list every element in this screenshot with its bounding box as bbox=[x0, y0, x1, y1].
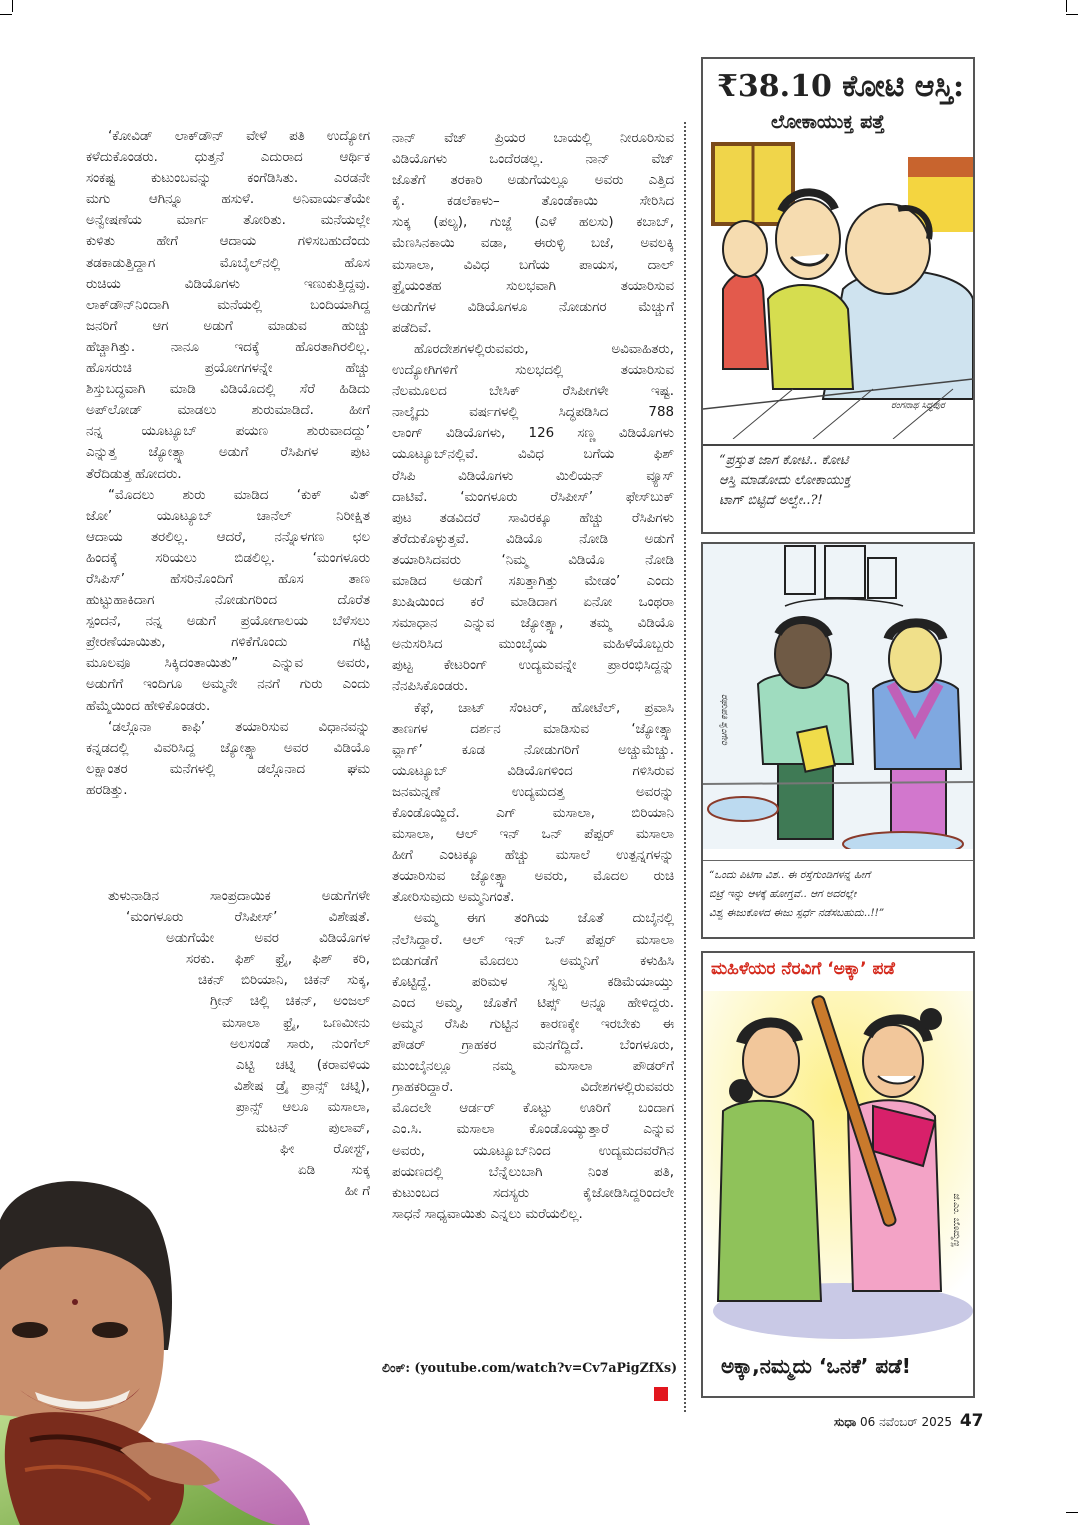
article-line: ರೆಸಿಪಿ ವಿಡಿಯೊಗಳು ಮಿಲಿಯನ್ ವ್ಯೂಸ್ bbox=[392, 468, 674, 484]
article-line: ಮೆಣಸಿನಕಾಯಿ ವಡಾ, ಈರುಳ್ಳಿ ಬಜೆ, ಅವಲಕ್ಕಿ bbox=[392, 236, 674, 252]
article-line: ಮುಂಬೈನಲ್ಲೂ ನಮ್ಮ ಮಸಾಲಾ ಪೌಡರ್‌ಗೆ bbox=[392, 1059, 674, 1075]
crop-mark bbox=[1066, 14, 1078, 15]
article-line: ಪಡೆದಿವೆ. bbox=[392, 320, 432, 336]
article-line: ಹೀಗೆ ಎಂಟಕ್ಕೂ ಹೆಚ್ಚು ಮಸಾಲೆ ಉತ್ಪನ್ನಗಳನ್ನು bbox=[392, 848, 674, 864]
article-line: ರುಚಿಯ ವಿಡಿಯೊಗಳು ಇಣುಕುತ್ತಿದ್ದವು. bbox=[86, 276, 370, 292]
article-line-wrap: ಏಡಿ ಸುಕ್ಕ bbox=[298, 1163, 370, 1179]
article-line: ವಿಡಿಯೊಗಳು ಒಂದೆರಡಲ್ಲ. ನಾನ್ ವೆಜ್ bbox=[392, 152, 674, 168]
article-line: ಕೈ. ಕಡಲೆಕಾಳು– ತೊಂಡೆಕಾಯಿ ಸೇರಿಸಿದ bbox=[392, 194, 674, 210]
article-line: ಸುಕ್ಕ (ಪಲ್ಯ), ಗುಜ್ಜೆ (ಎಳೆ ಹಲಸು) ಕಬಾಬ್, bbox=[392, 215, 674, 231]
article-line-wrap: ‘ಮಂಗಳೂರು ರೆಸಿಪೀಸ್’ ವಿಶೇಷತೆ. bbox=[126, 910, 370, 926]
cartoon-1-subheadline: ಲೋಕಾಯುಕ್ತ ಪತ್ತೆ bbox=[771, 111, 885, 133]
article-line: ಜನಮನ್ನಣೆ ಉದ್ಯಮದತ್ತ ಅವರನ್ನು bbox=[392, 784, 674, 800]
article-line: ನನ್ನ ಯೂಟ್ಯೂಬ್ ಪಯಣ ಶುರುವಾದದ್ದು’ bbox=[86, 424, 370, 440]
article-line: ತಯಾರಿಸುವ ಜ್ಯೋತ್ಸ್ನಾ ಅವರು, ಮೊದಲ ರುಚಿ bbox=[392, 869, 674, 885]
article-line-wrap: ತುಳುನಾಡಿನ ಸಾಂಪ್ರದಾಯಿಕ ಅಡುಗೆಗಳೇ bbox=[108, 889, 370, 904]
article-line: ಕೊಂಡೊಯ್ದಿದೆ. ಎಗ್ ಮಸಾಲಾ, ಬಿರಿಯಾನಿ bbox=[392, 806, 674, 821]
article-line: ಬಿಡುಗಡೆಗೆ ಮೊದಲು ಅಮ್ಮನಿಗೆ ಕಳುಹಿಸಿ bbox=[392, 953, 674, 969]
article-line: ಹೆಮ್ಮೆಯಿಂದ ಹೇಳಿಕೊಂಡರು. bbox=[86, 698, 211, 714]
page-number: 47 bbox=[959, 1411, 984, 1431]
article-line: ಲಾಕ್‌ಡೌನ್‌ನಿಂದಾಗಿ ಮನೆಯಲ್ಲಿ ಬಂದಿಯಾಗಿದ್ದ bbox=[86, 297, 370, 313]
article-line: ಗ್ರಾಹಕರಿದ್ದಾರೆ. ವಿದೇಶಗಳಲ್ಲಿರುವವರು bbox=[392, 1080, 674, 1096]
article-line: ಹೊರದೇಶಗಳಲ್ಲಿರುವವರು, ಅವಿವಾಹಿತರು, bbox=[414, 341, 674, 357]
article-line: ಎಂದ ಅಮ್ಮ, ಜೊತೆಗೆ ಟಿಪ್ಸ್ ಅನ್ನೂ ಹೇಳಿದ್ದರು. bbox=[392, 995, 674, 1011]
magazine-name: ಸುಧಾ bbox=[834, 1415, 857, 1429]
article-line: ಕೆಫೆ, ಚಾಟ್ ಸೆಂಟರ್, ಹೋಟೆಲ್, ಪ್ರವಾಸಿ bbox=[414, 700, 674, 716]
link-url[interactable]: (youtube.com/watch?v=Cv7aPigZfXs) bbox=[414, 1360, 678, 1375]
article-line: ಅನ್ವೇಷಣೆಯ ಮಾರ್ಗ ತೋರಿತು. ಮನೆಯಲ್ಲೇ bbox=[86, 213, 370, 229]
article-line: ನಾಲ್ಕೈದು ವರ್ಷಗಳಲ್ಲಿ ಸಿದ್ಧಪಡಿಸಿದ 788 bbox=[392, 405, 674, 421]
article-line: ಮಸಾಲಾ, ಆಲ್ ಇನ್ ಒನ್ ಪೆಪ್ಪರ್ ಮಸಾಲಾ bbox=[392, 827, 674, 843]
article-line: ಶಿಸ್ತುಬದ್ಧವಾಗಿ ಮಾಡಿ ವಿಡಿಯೊದಲ್ಲಿ ಸೆರೆ ಹಿಡಿದು bbox=[86, 382, 370, 398]
article-line: ಲಕ್ಷಾಂತರ ಮನೆಗಳಲ್ಲಿ ಡಲ್ಗೊನಾದ ಘಮ bbox=[86, 761, 370, 777]
article-line: ನಾನ್ ವೆಜ್ ಪ್ರಿಯರ ಬಾಯಲ್ಲಿ ನೀರೂರಿಸುವ bbox=[392, 131, 674, 146]
article-line: ಪಯಣದಲ್ಲಿ ಬೆನ್ನೆಲುಬಾಗಿ ನಿಂತ ಪತಿ, bbox=[392, 1164, 674, 1180]
article-line: ಕುಳಿತು ಹೇಗೆ ಆದಾಯ ಗಳಿಸಬಹುದೆಂದು bbox=[86, 234, 370, 250]
article-line: ತಾಣಗಳ ದರ್ಶನ ಮಾಡಿಸುವ ‘ಜ್ಯೋತ್ಸ್ನಾ bbox=[392, 721, 674, 737]
cartoon-2-caption-line: “ಒಂದು ಪಿಟಿಗಾ ವಿಶ.. ಈ ರಸ್ತೆಗುಂಡಿಗಳನ್ನ ಹೀಗೆ bbox=[709, 869, 871, 881]
article-line: ‘ಕೋವಿಡ್ ಲಾಕ್‌ಡೌನ್ ವೇಳೆ ಪತಿ ಉದ್ಯೋಗ bbox=[108, 129, 370, 144]
article-line-wrap: ವಿಶೇಷ ಡ್ರೈ ಪ್ರಾನ್ಸ್ ಚಟ್ನಿ), bbox=[234, 1078, 370, 1094]
article-line: ಅಮ್ಮ ಈಗ ತಂಗಿಯ ಜೊತೆ ದುಬೈನಲ್ಲಿ bbox=[414, 911, 674, 927]
crop-mark bbox=[12, 0, 13, 12]
article-line: ನೆಲೆಸಿದ್ದಾರೆ. ಆಲ್ ಇನ್ ಒನ್ ಪೆಪ್ಪರ್ ಮಸಾಲಾ bbox=[392, 932, 674, 948]
cartoon-1-caption-line: ಟಾಗ್ ಬಿಟ್ಟಿದೆ ಅಲ್ವೇ..?! bbox=[719, 493, 823, 508]
cartoon-1-drawing bbox=[703, 139, 973, 439]
crop-mark bbox=[0, 14, 12, 15]
article-line: ಹರಡಿತ್ತು. bbox=[86, 782, 128, 798]
article-line: ಯೂಟ್ಯೂಬ್‌ನಲ್ಲಿವೆ. ವಿವಿಧ ಬಗೆಯ ಫಿಶ್ bbox=[392, 447, 674, 463]
article-line: ನೆಲಮೂಲದ ಬೇಸಿಕ್ ರೆಸಿಪೀಗಳೇ ಇಷ್ಟ. bbox=[392, 384, 674, 400]
crop-mark bbox=[1066, 1512, 1078, 1513]
article-line-wrap: ಘೀ ರೋಸ್ಟ್, bbox=[280, 1142, 370, 1158]
cartoon-1-signature: ರಂಗನಾಥ ಸಿದ್ಧಪುರ bbox=[891, 401, 945, 411]
article-line: ಸಾಧನೆ ಸಾಧ್ಯವಾಯಿತು ಎನ್ನಲು ಮರೆಯಲಿಲ್ಲ. bbox=[392, 1206, 583, 1222]
cartoon-1-headline: ₹38.10 ಕೋಟಿ ಆಸ್ತಿ: bbox=[717, 69, 965, 104]
youtube-link[interactable] bbox=[382, 1360, 677, 1376]
column-divider bbox=[684, 122, 686, 1412]
article-line: ಪುಟ ತಡವಿದರೆ ಸಾವಿರಕ್ಕೂ ಹೆಚ್ಚು ರೆಸಿಪಿಗಳು bbox=[392, 510, 674, 526]
article-line-wrap: ಗ್ರೀನ್ ಚಿಲ್ಲಿ ಚಿಕನ್, ಅಂಜಲ್ bbox=[210, 994, 370, 1010]
article-line: ಲಾಂಗ್ ವಿಡಿಯೊಗಳು, 126 ಸಣ್ಣ ವಿಡಿಯೊಗಳು bbox=[392, 426, 674, 442]
cartoon-3-caption: ಅಕ್ಕಾ,ನಮ್ಮದು ‘ಒನಕೆ’ ಪಡೆ! bbox=[721, 1354, 911, 1378]
cartoon-panel-1 bbox=[701, 57, 975, 534]
article-line: ತಡಕಾಡುತ್ತಿದ್ದಾಗ ಮೊಬೈಲ್‌ನಲ್ಲಿ ಹೊಸ bbox=[86, 255, 370, 271]
cartoon-1-caption-line: “ಪ್ರಸ್ತುತ ಜಾಗ ಕೋಟಿ.. ಕೋಟಿ bbox=[719, 453, 849, 468]
cartoon-1-caption bbox=[719, 451, 851, 511]
article-line: ಹೆಚ್ಚಾಗಿತ್ತು. ನಾನೂ ಇದಕ್ಕೆ ಹೊರತಾಗಿರಲಿಲ್ಲ. bbox=[86, 339, 370, 355]
cartoon-2-caption-line: ಬಿಟ್ರೆ ಇನ್ನು ಆಳಕ್ಕೆ ಹೋಗ್ತವೆ.. ಆಗ ಅದರಲ್ಲೇ bbox=[709, 888, 857, 900]
article-line: ಸಂಕಷ್ಟ ಕುಟುಂಬವನ್ನು ಕಂಗೆಡಿಸಿತು. ಎರಡನೇ bbox=[86, 171, 370, 187]
article-line: ಮಗು ಆಗಿನ್ನೂ ಹಸುಳೆ. ಅನಿವಾರ್ಯತೆಯೇ bbox=[86, 192, 370, 208]
article-line: ಪ್ರೇರಣೆಯಾಯಿತು, ಗಳಿಕೆಗೊಂದು ಗಟ್ಟಿ bbox=[86, 635, 370, 651]
article-line-wrap: ಅಲಸಂಡೆ ಸಾರು, ನುಂಗೆಲ್ bbox=[230, 1036, 370, 1052]
cartoon-2-caption-line: ವಿಶ್ವ ಈಜುಕೊಳದ ಈಜು ಸ್ಪರ್ಧೆ ನಡೆಸಬಹುದು..!!” bbox=[709, 907, 885, 919]
article-line: ಜೋ’ ಯೂಟ್ಯೂಬ್ ಚಾನೆಲ್ ನಿರೀಕ್ಷಿತ bbox=[86, 508, 370, 524]
cartoon-panel-3 bbox=[701, 951, 975, 1347]
article-line: ಕೊಟ್ಟಿದ್ದೆ. ಪರಿಮಳ ಸ್ವಲ್ಪ ಕಡಿಮೆಯಾಯ್ತು bbox=[392, 974, 674, 990]
article-line: ಎನ್ನುತ್ತ ಜ್ಯೋತ್ಸ್ನಾ ಅಡುಗೆ ರೆಸಿಪಿಗಳ ಪುಟ bbox=[86, 445, 370, 461]
article-line: ಹುಟ್ಟುಹಾಕಿದಾಗ ನೋಡುಗರಿಂದ ದೊರೆತ bbox=[86, 593, 370, 609]
article-line-wrap: ಚಿಕನ್ ಬಿರಿಯಾನಿ, ಚಿಕನ್ ಸುಕ್ಕ, bbox=[198, 973, 370, 989]
article-line: ಮೂಲವೂ ಸಿಕ್ಕಿದಂತಾಯಿತು” ಎನ್ನುವ ಅವರು, bbox=[86, 656, 370, 672]
article-line-wrap: ಪ್ರಾನ್ಸ್ ಆಲೂ ಮಸಾಲಾ, bbox=[236, 1099, 370, 1115]
end-mark bbox=[654, 1387, 668, 1401]
article-line: ಅಪ್‌ಲೋಡ್ ಮಾಡಲು ಶುರುಮಾಡಿದೆ. ಹೀಗೆ bbox=[86, 403, 370, 419]
article-line-wrap: ಸರಕು. ಫಿಶ್ ಫ್ರೈ, ಫಿಶ್ ಕರಿ, bbox=[186, 952, 370, 968]
cartoon-3-header: ಮಹಿಳೆಯರ ನೆರವಿಗೆ ‘ಅಕ್ಕಾ’ ಪಡೆ bbox=[711, 959, 895, 979]
article-line: ಅವರು, ಯೂಟ್ಯೂಬ್‌ನಿಂದ ಉದ್ಯಮದವರೆಗಿನ bbox=[392, 1143, 674, 1159]
article-line: ‘ಡಲ್ಗೊನಾ ಕಾಫಿ’ ತಯಾರಿಸುವ ವಿಧಾನವನ್ನು bbox=[108, 719, 370, 735]
article-line: ಮಸಾಲಾ, ವಿವಿಧ ಬಗೆಯ ಪಾಯಸ, ದಾಲ್ bbox=[392, 257, 674, 273]
article-line: ಪುಟ್ಟ ಕೇಟರಿಂಗ್ ಉದ್ಯಮವನ್ನೇ ಪ್ರಾರಂಭಿಸಿದ್ದನ್ನು bbox=[392, 658, 674, 674]
article-line: ಸ್ಪಂದನೆ, ನನ್ನ ಅಡುಗೆ ಪ್ರಯೋಗಾಲಯ ಬೆಳೆಸಲು bbox=[86, 614, 370, 630]
issue-date: 06 ನವೆಂಬರ್ 2025 bbox=[860, 1415, 952, 1429]
article-line: ಕನ್ನಡದಲ್ಲಿ ವಿವರಿಸಿದ್ದ ಜ್ಯೋತ್ಸ್ನಾ ಅವರ ವಿಡಿಯೊ bbox=[86, 740, 370, 756]
article-line-wrap: ಹೀ ಗೆ bbox=[344, 1184, 370, 1200]
article-line-wrap: ಮಸಾಲಾ ಫ್ರೈ, ಒಣಮೀನು bbox=[222, 1015, 370, 1031]
article-column-left-wrap bbox=[86, 886, 370, 1202]
article-line: ಆದಾಯ ತರಲಿಲ್ಲ. ಆದರೆ, ನನ್ನೊಳಗಣ ಛಲ bbox=[86, 529, 370, 545]
article-line: ಸಮಾಧಾನ ಎನ್ನುವ ಜ್ಯೋತ್ಸ್ನಾ, ತಮ್ಮ ವಿಡಿಯೊ bbox=[392, 616, 674, 632]
article-column-left bbox=[86, 126, 370, 801]
article-line: ಜನರಿಗೆ ಆಗ ಅಡುಗೆ ಮಾಡುವ ಹುಚ್ಚು bbox=[86, 318, 370, 334]
article-line: ದಾಟಿವೆ. ‘ಮಂಗಳೂರು ರೆಸಿಪೀಸ್’ ಫೇಸ್‌ಬುಕ್ bbox=[392, 489, 674, 505]
article-line: ನೆನಪಿಸಿಕೊಂಡರು. bbox=[392, 679, 469, 695]
article-line-wrap: ಅಡುಗೆಯೇ ಅವರ ವಿಡಿಯೊಗಳ bbox=[166, 931, 370, 947]
article-line: ಹೊಸರುಚಿ ಪ್ರಯೋಗಗಳನ್ನೇ ಹೆಚ್ಚು bbox=[86, 361, 370, 377]
cartoon-3-drawing bbox=[703, 991, 973, 1347]
article-line: ತಯಾರಿಸಿದವರು ‘ನಿಮ್ಮ ವಿಡಿಯೊ ನೋಡಿ bbox=[392, 552, 674, 568]
article-line: ಫ್ರೈಯಂತಹ ಸುಲಭವಾಗಿ ತಯಾರಿಸುವ bbox=[392, 278, 674, 294]
page-footer bbox=[834, 1411, 984, 1431]
cartoon-2-signature: ರಘುಪತಿ ಶೃಂಗೇರಿ bbox=[719, 694, 729, 745]
article-line: ಎಂ.ಸಿ. ಮಸಾಲಾ ಕೊಂಡೊಯ್ಯುತ್ತಾರೆ ಎನ್ನುವ bbox=[392, 1122, 674, 1138]
article-line: ವ್ಲಾಗ್’ ಕೂಡ ನೋಡುಗರಿಗೆ ಅಚ್ಚುಮೆಚ್ಚು. bbox=[392, 742, 674, 758]
article-line: ಜೊತೆಗೆ ತರಕಾರಿ ಅಡುಗೆಯಲ್ಲೂ ಅವರು ಎತ್ತಿದ bbox=[392, 173, 674, 189]
cartoon-2-divider bbox=[703, 860, 973, 861]
cartoon-2-caption bbox=[709, 866, 884, 923]
article-line: ತೆರೆದುಕೊಳ್ಳುತ್ತವೆ. ವಿಡಿಯೊ ನೋಡಿ ಅಡುಗೆ bbox=[392, 531, 674, 547]
article-line: ಅಡುಗೆಗೆ ಇಂದಿಗೂ ಅಮ್ಮನೇ ನನಗೆ ಗುರು ಎಂದು bbox=[86, 677, 370, 693]
article-line: ಕಳೆದುಕೊಂಡರು. ಧುತ್ತನೆ ಎದುರಾದ ಆರ್ಥಿಕ bbox=[86, 150, 370, 166]
article-line: ಯೂಟ್ಯೂಬ್ ವಿಡಿಯೊಗಳಿಂದ ಗಳಿಸಿರುವ bbox=[392, 763, 674, 779]
article-line: ಉದ್ಯೋಗಿಗಳಿಗೆ ಸುಲಭದಲ್ಲಿ ತಯಾರಿಸುವ bbox=[392, 363, 674, 379]
article-line: ತೋರಿಸುವುದು ಅಮ್ಮನಿಗಂತೆ. bbox=[392, 890, 515, 906]
article-line-wrap: ಎಟ್ಟಿ ಚಟ್ನಿ (ಕರಾವಳಿಯ bbox=[236, 1057, 370, 1073]
crop-mark bbox=[1066, 0, 1067, 12]
article-line: ಮಾಡಿದ ಅಡುಗೆ ಸಖತ್ತಾಗಿತ್ತು ಮೇಡಂ’ ಎಂದು bbox=[392, 573, 674, 589]
article-line: ಅನುಸರಿಸಿದ ಮುಂಬೈಯ ಮಹಿಳೆಯೊಬ್ಬರು bbox=[392, 637, 674, 653]
article-line: ಕುಟುಂಬದ ಸದಸ್ಯರು ಕೈಜೋಡಿಸಿದ್ದರಿಂದಲೇ bbox=[392, 1185, 674, 1201]
article-line: ಮೊದಲೇ ಆರ್ಡರ್ ಕೊಟ್ಟು ಊರಿಗೆ ಬಂದಾಗ bbox=[392, 1101, 674, 1117]
article-line: ಪೌಡರ್ ಗ್ರಾಹಕರ ಮನಗೆದ್ದಿದೆ. ಬೆಂಗಳೂರು, bbox=[392, 1038, 674, 1054]
article-line-wrap: ಮಟನ್ ಪುಲಾವ್, bbox=[256, 1121, 370, 1137]
woman-left-saree bbox=[718, 1101, 821, 1301]
link-label: ಲಿಂಕ್: bbox=[382, 1360, 410, 1375]
article-column-right bbox=[392, 128, 674, 1225]
article-line: ತೆರೆದಿಡುತ್ತ ಹೋದರು. bbox=[86, 466, 182, 482]
article-line: ಖುಷಿಯಿಂದ ಕರೆ ಮಾಡಿದಾಗ ಏನೋ ಒಂಥರಾ bbox=[392, 595, 674, 611]
cartoon-1-divider bbox=[703, 444, 973, 446]
cartoon-3-signature: ಜಿ.ಎಂ. ಬೊಮ್ಮಣ್ಣ bbox=[951, 1193, 961, 1248]
cartoon-panel-2 bbox=[701, 542, 975, 939]
cartoon-3-caption-box bbox=[701, 1342, 975, 1398]
cartoon-2-drawing bbox=[703, 544, 973, 849]
article-line: ಹಿಂದಕ್ಕೆ ಸರಿಯಲು ಬಿಡಲಿಲ್ಲ. ‘ಮಂಗಳೂರು bbox=[86, 550, 370, 566]
article-line: ಅಮ್ಮನ ರೆಸಿಪಿ ಗುಟ್ಟಿನ ಕಾರಣಕ್ಕೇ ಇರಬೇಕು ಈ bbox=[392, 1016, 674, 1032]
article-line: ಅಡುಗೆಗಳ ವಿಡಿಯೊಗಳೂ ನೋಡುಗರ ಮೆಚ್ಚುಗೆ bbox=[392, 299, 674, 315]
article-line: “ಮೊದಲು ಶುರು ಮಾಡಿದ ‘ಕುಕ್ ವಿತ್ bbox=[108, 487, 370, 503]
cartoon-1-caption-line: ಆಸ್ತಿ ಮಾಡೋದು ಲೋಕಾಯುಕ್ತ bbox=[719, 473, 851, 488]
article-line: ರೆಸಿಪಿಸ್’ ಹೆಸರಿನೊಂದಿಗೆ ಹೊಸ ತಾಣ bbox=[86, 571, 370, 587]
